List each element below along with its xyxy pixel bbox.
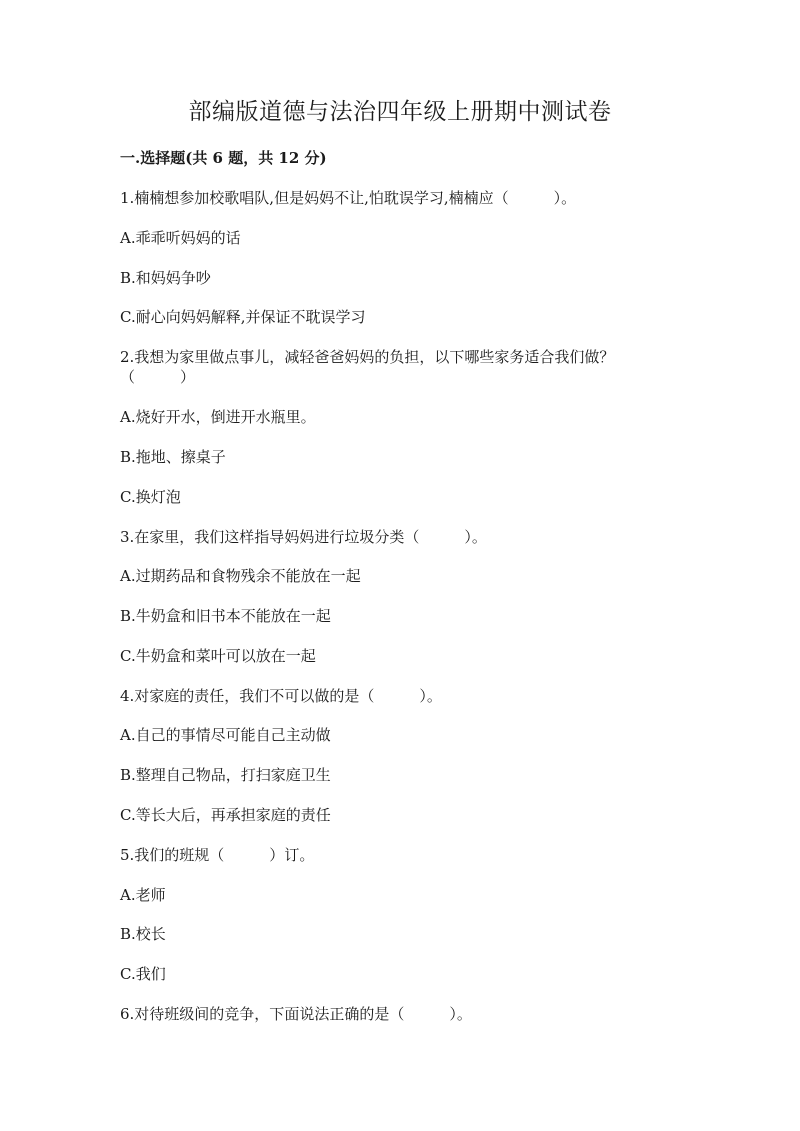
section-heading: 一.选择题(共 6 题，共 12 分): [120, 149, 327, 167]
question-2-option-c: C.换灯泡: [120, 488, 181, 506]
question-2-option-b: B.拖地、擦桌子: [120, 448, 226, 466]
question-6-stem: 6.对待班级间的竞争，下面说法正确的是（ ）。: [120, 1005, 472, 1023]
question-5-option-a: A.老师: [120, 886, 166, 904]
question-1-option-a: A.乖乖听妈妈的话: [120, 229, 241, 247]
question-4-option-b: B.整理自己物品，打扫家庭卫生: [120, 766, 331, 784]
question-5-option-b: B.校长: [120, 925, 166, 943]
page-title: 部编版道德与法治四年级上册期中测试卷: [188, 99, 612, 125]
question-3-option-c: C.牛奶盒和菜叶可以放在一起: [120, 647, 316, 665]
question-2-stem: 2.我想为家里做点事儿，减轻爸爸妈妈的负担，以下哪些家务适合我们做？: [120, 348, 615, 366]
question-1-option-c: C.耐心向妈妈解释,并保证不耽误学习: [120, 308, 366, 326]
question-5-stem: 5.我们的班规（ ）订。: [120, 846, 315, 864]
question-3-option-b: B.牛奶盒和旧书本不能放在一起: [120, 607, 331, 625]
question-4-stem: 4.对家庭的责任，我们不可以做的是（ ）。: [120, 687, 442, 705]
question-4-option-a: A.自己的事情尽可能自己主动做: [120, 726, 331, 744]
question-3-stem: 3.在家里，我们这样指导妈妈进行垃圾分类（ ）。: [120, 528, 487, 546]
question-3-option-a: A.过期药品和食物残余不能放在一起: [120, 567, 361, 585]
question-1-option-b: B.和妈妈争吵: [120, 269, 211, 287]
question-4-option-c: C.等长大后，再承担家庭的责任: [120, 806, 331, 824]
question-1-stem: 1.楠楠想参加校歌唱队,但是妈妈不让,怕耽误学习,楠楠应（ ）。: [120, 189, 577, 207]
question-2-stem-continued: （ ）: [120, 368, 196, 386]
question-2-option-a: A.烧好开水，倒进开水瓶里。: [120, 408, 316, 426]
question-5-option-c: C.我们: [120, 965, 166, 983]
